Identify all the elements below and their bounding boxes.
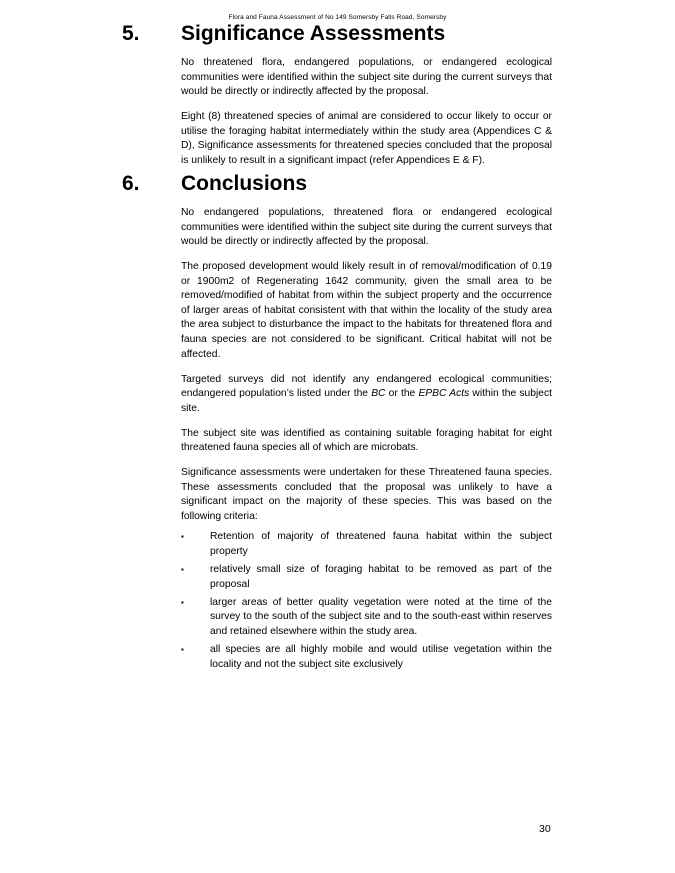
section-number: 6. — [122, 172, 140, 195]
paragraph: The proposed development would likely result in of removal/modification of 0.19 or 1900m2 of Regenerating 1642 community, given the small area to be removed/modified of habitat from within the subject property and the occurrence of larger areas of habitat consistent with that within the locality of the study area the area subject to disturbance the impact to the habitats for threatened flora and fauna species are not considered to be significant. Critical habitat will not be affected. — [181, 261, 552, 360]
running-header: Flora and Fauna Assessment of No 149 Somersby Falls Road, Somersby — [228, 14, 447, 21]
paragraph: The subject site was identified as containing suitable foraging habitat for eight threatened fauna species all of which are microbats. — [181, 427, 552, 454]
bullet-icon: ▪ — [181, 565, 184, 575]
criteria-list — [181, 530, 552, 672]
section-title: Conclusions — [181, 172, 308, 195]
text-run: Targeted surveys did not identify any endangered ecological communities; endangered population’s listed under the — [181, 373, 552, 400]
paragraph-targeted-surveys — [181, 373, 552, 417]
paragraph: Eight (8) threatened species of animal are considered to occur likely to occur or utilise the foraging habitat intermediately within the study area (Appendices C & D), Significance assessments for threatened species concluded that the proposal is unlikely to result in a significant impact (refer Appendices E & F). — [181, 111, 552, 166]
section-significance-assessments — [0, 22, 675, 174]
bullet-icon: ▪ — [181, 597, 184, 607]
text-run: or the — [385, 388, 419, 400]
section-heading — [0, 172, 675, 206]
section-number: 5. — [122, 22, 140, 45]
bullet-icon: ▪ — [181, 532, 184, 542]
act-name-epbc: EPBC Acts — [418, 388, 470, 400]
text-run: within the subject site. — [181, 388, 552, 414]
paragraph: No endangered populations, threatened flora or endangered ecological communities were identified within the subject site during the current surveys that would be directly or indirectly affected by the proposal. — [181, 207, 552, 248]
section-title: Significance Assessments — [181, 22, 446, 45]
list-item-text: relatively small size of foraging habitat to be removed as part of the proposal — [210, 564, 552, 590]
list-item-text: Retention of majority of threatened fauna habitat within the subject property — [210, 531, 552, 558]
list-item-text: larger areas of better quality vegetation were noted at the time of the survey to the south of the subject site and to the south-east within reserves and retained elsewhere within the study area. — [210, 596, 552, 638]
list-item — [181, 530, 552, 559]
page-number: 30 — [539, 823, 551, 835]
list-item-text: all species are all highly mobile and would utilise vegetation within the locality and not the subject site exclusively — [210, 644, 552, 670]
act-name-bc: BC — [371, 388, 386, 400]
bullet-icon: ▪ — [181, 645, 184, 655]
paragraph: Significance assessments were undertaken for these Threatened fauna species. These assessments concluded that the proposal was unlikely to have a significant impact on the majority of these species. This was based on the following criteria: — [181, 467, 552, 522]
list-item — [181, 643, 552, 672]
section-conclusions — [0, 172, 675, 688]
section-heading — [0, 22, 675, 56]
list-item — [181, 596, 552, 640]
list-item — [181, 563, 552, 592]
paragraph: No threatened flora, endangered populations, or endangered ecological communities were identified within the subject site during the current surveys that would be directly or indirectly affected by the proposal. — [181, 57, 552, 98]
